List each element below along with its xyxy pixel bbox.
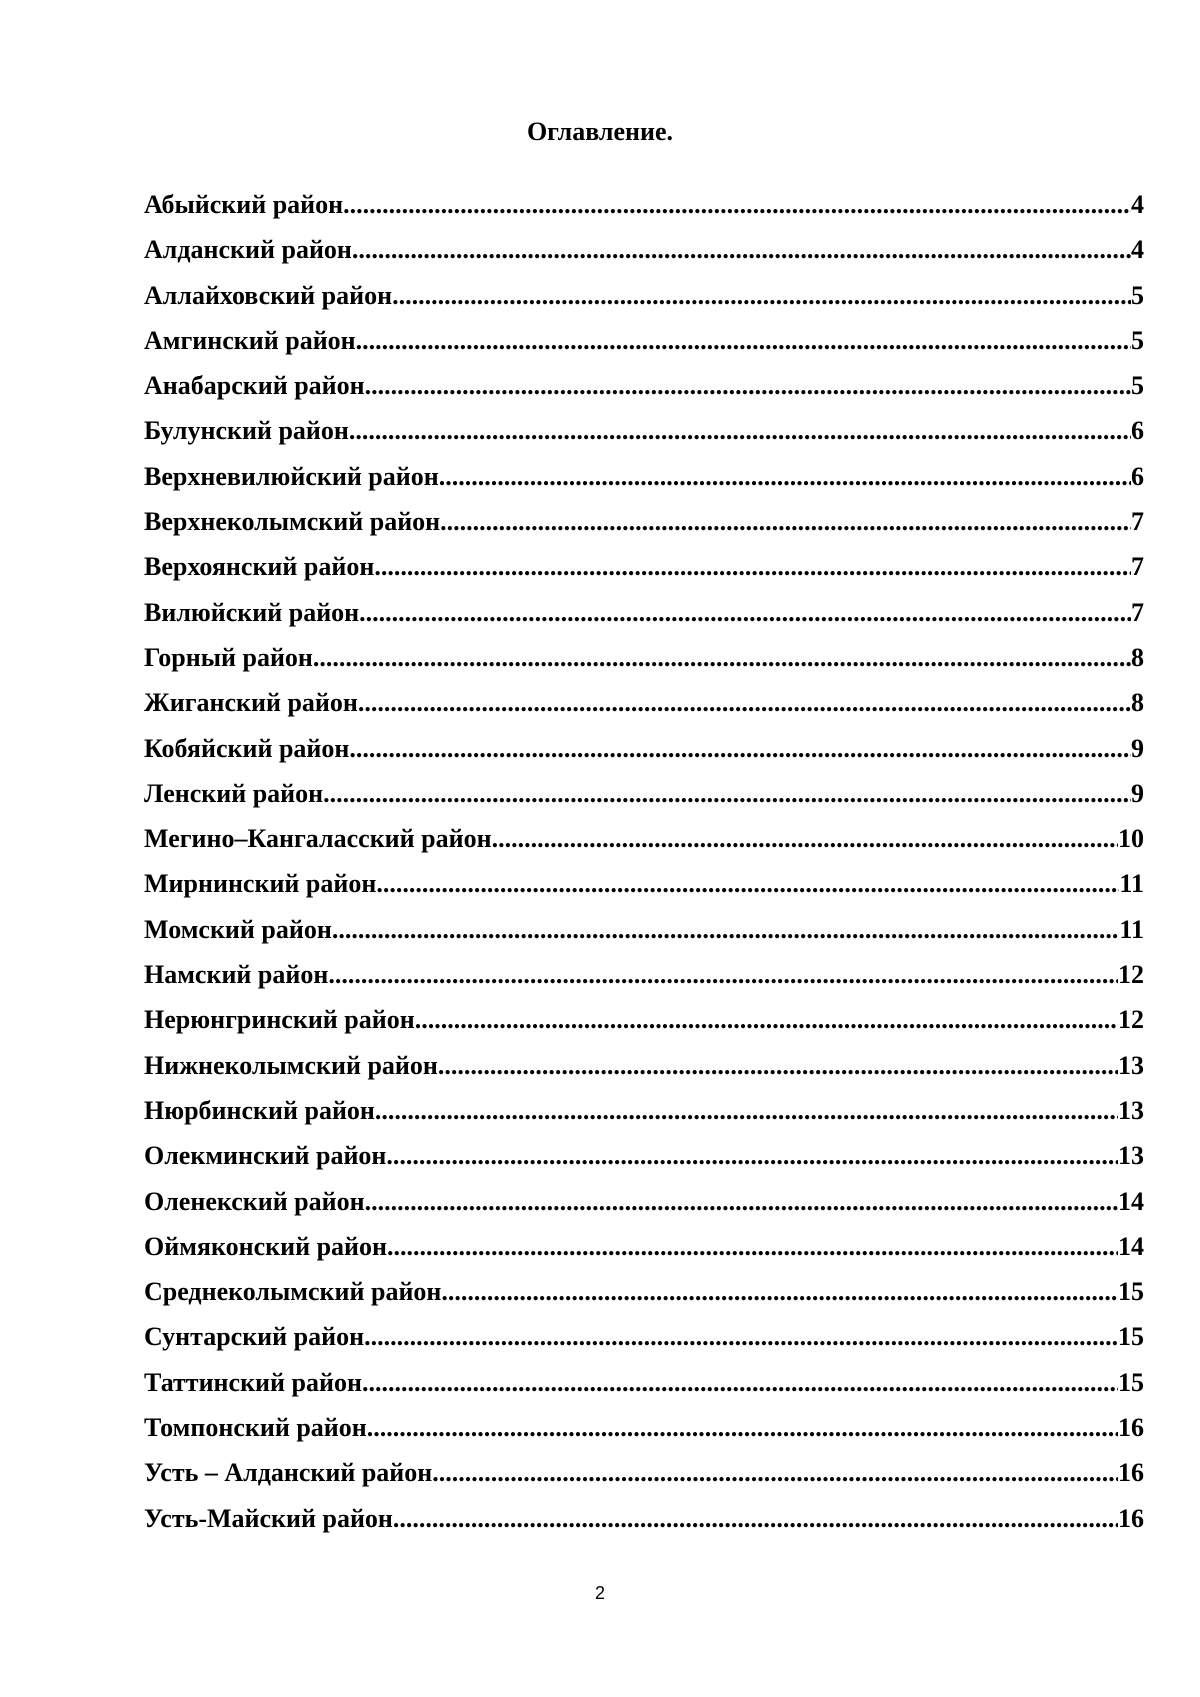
toc-entry[interactable] bbox=[144, 363, 1144, 408]
toc-entry-page: 15 bbox=[1118, 1367, 1144, 1397]
toc-leader-dots bbox=[438, 1043, 1118, 1088]
toc-leader-dots bbox=[343, 182, 1131, 227]
toc-entry[interactable] bbox=[144, 227, 1144, 272]
toc-entry[interactable] bbox=[144, 997, 1144, 1042]
toc-entry-page: 16 bbox=[1118, 1503, 1144, 1533]
toc-entry-page: 16 bbox=[1118, 1413, 1144, 1443]
toc-entry-label: Усть-Майский район bbox=[144, 1503, 393, 1533]
toc-leader-dots bbox=[432, 1450, 1118, 1495]
toc-leader-dots bbox=[375, 1088, 1118, 1133]
toc-entry-label: Булунский район bbox=[144, 416, 349, 446]
toc-entry-page: 12 bbox=[1118, 1005, 1144, 1035]
toc-entry-page: 7 bbox=[1131, 597, 1144, 627]
toc-entry-label: Мирнинский район bbox=[144, 869, 377, 899]
toc-leader-dots bbox=[358, 680, 1131, 725]
toc-entry[interactable] bbox=[144, 454, 1144, 499]
toc-entry-page: 13 bbox=[1118, 1095, 1144, 1125]
toc-entry[interactable] bbox=[144, 590, 1144, 635]
toc-entry-label: Оленекский район bbox=[144, 1186, 365, 1216]
toc-entry[interactable] bbox=[144, 1360, 1144, 1405]
table-of-contents bbox=[144, 182, 1144, 1541]
toc-entry-page: 14 bbox=[1118, 1186, 1144, 1216]
toc-entry[interactable] bbox=[144, 680, 1144, 725]
toc-entry-label: Нюрбинский район bbox=[144, 1095, 375, 1125]
toc-entry-label: Аллайховский район bbox=[144, 280, 393, 310]
toc-entry-page: 5 bbox=[1131, 325, 1144, 355]
toc-leader-dots bbox=[439, 454, 1131, 499]
toc-entry-page: 10 bbox=[1118, 824, 1144, 854]
toc-entry-label: Кобяйский район bbox=[144, 733, 350, 763]
toc-entry-page: 16 bbox=[1118, 1458, 1144, 1488]
toc-entry-label: Верхнеколымский район bbox=[144, 507, 441, 537]
toc-leader-dots bbox=[352, 227, 1131, 272]
toc-entry-label: Горный район bbox=[144, 642, 313, 672]
toc-entry[interactable] bbox=[144, 907, 1144, 952]
toc-leader-dots bbox=[328, 952, 1118, 997]
toc-entry[interactable] bbox=[144, 1224, 1144, 1269]
toc-entry-page: 4 bbox=[1131, 235, 1144, 265]
toc-leader-dots bbox=[367, 1405, 1118, 1450]
toc-entry[interactable] bbox=[144, 182, 1144, 227]
toc-entry[interactable] bbox=[144, 1133, 1144, 1178]
toc-entry-label: Нижнеколымский район bbox=[144, 1050, 438, 1080]
toc-entry-label: Момский район bbox=[144, 914, 332, 944]
toc-entry-label: Нерюнгринский район bbox=[144, 1005, 415, 1035]
toc-entry-page: 5 bbox=[1131, 280, 1144, 310]
toc-entry-label: Вилюйский район bbox=[144, 597, 360, 627]
toc-entry-page: 13 bbox=[1118, 1050, 1144, 1080]
toc-leader-dots bbox=[374, 544, 1131, 589]
toc-leader-dots bbox=[362, 1360, 1118, 1405]
toc-leader-dots bbox=[349, 726, 1131, 771]
toc-entry[interactable] bbox=[144, 1450, 1144, 1495]
toc-entry[interactable] bbox=[144, 1496, 1144, 1541]
toc-entry[interactable] bbox=[144, 1269, 1144, 1314]
toc-leader-dots bbox=[364, 1314, 1118, 1359]
toc-entry-page: 13 bbox=[1118, 1141, 1144, 1171]
toc-leader-dots bbox=[393, 1496, 1118, 1541]
toc-entry-label: Верхоянский район bbox=[144, 552, 375, 582]
toc-entry-page: 15 bbox=[1118, 1322, 1144, 1352]
toc-entry-label: Верхневилюйский район bbox=[144, 461, 439, 491]
toc-entry-label: Томпонский район bbox=[144, 1413, 367, 1443]
toc-entry-page: 12 bbox=[1118, 960, 1144, 990]
toc-leader-dots bbox=[356, 318, 1131, 363]
toc-leader-dots bbox=[365, 363, 1131, 408]
toc-entry-page: 5 bbox=[1131, 371, 1144, 401]
toc-leader-dots bbox=[376, 861, 1119, 906]
toc-entry-label: Мегино–Кангаласский район bbox=[144, 824, 492, 854]
toc-entry-label: Среднеколымский район bbox=[144, 1277, 442, 1307]
toc-leader-dots bbox=[332, 907, 1120, 952]
toc-entry-label: Жиганский район bbox=[144, 688, 358, 718]
toc-entry-page: 6 bbox=[1131, 461, 1144, 491]
toc-entry-label: Оймяконский район bbox=[144, 1231, 388, 1261]
toc-leader-dots bbox=[313, 635, 1131, 680]
toc-leader-dots bbox=[359, 590, 1131, 635]
toc-leader-dots bbox=[386, 1133, 1118, 1178]
toc-entry[interactable] bbox=[144, 1088, 1144, 1133]
toc-entry-label: Анабарский район bbox=[144, 371, 365, 401]
toc-entry-label: Намский район bbox=[144, 960, 329, 990]
toc-entry-page: 14 bbox=[1118, 1231, 1144, 1261]
toc-entry[interactable] bbox=[144, 1314, 1144, 1359]
toc-entry[interactable] bbox=[144, 771, 1144, 816]
toc-leader-dots bbox=[323, 771, 1131, 816]
toc-entry-label: Таттинский район bbox=[144, 1367, 362, 1397]
toc-entry-page: 11 bbox=[1119, 869, 1144, 899]
toc-entry[interactable] bbox=[144, 635, 1144, 680]
toc-entry-page: 8 bbox=[1131, 688, 1144, 718]
toc-entry-label: Амгинский район bbox=[144, 325, 356, 355]
toc-entry-page: 4 bbox=[1131, 190, 1144, 219]
toc-leader-dots bbox=[415, 997, 1118, 1042]
toc-leader-dots bbox=[492, 816, 1118, 861]
toc-entry[interactable] bbox=[144, 726, 1144, 771]
toc-entry-page: 7 bbox=[1131, 552, 1144, 582]
toc-leader-dots bbox=[392, 273, 1131, 318]
toc-leader-dots bbox=[349, 408, 1131, 453]
page-title: Оглавление. bbox=[526, 117, 674, 146]
toc-entry[interactable] bbox=[144, 544, 1144, 589]
toc-entry-label: Алданский район bbox=[144, 235, 352, 265]
toc-entry[interactable] bbox=[144, 952, 1144, 997]
toc-entry-page: 9 bbox=[1131, 778, 1144, 808]
toc-entry-page: 7 bbox=[1131, 507, 1144, 537]
toc-entry[interactable] bbox=[144, 499, 1144, 544]
toc-entry[interactable] bbox=[144, 1179, 1144, 1224]
toc-entry[interactable] bbox=[144, 1405, 1144, 1450]
toc-entry[interactable] bbox=[144, 273, 1144, 318]
toc-entry-label: Усть – Алданский район bbox=[144, 1458, 433, 1488]
toc-entry-page: 9 bbox=[1131, 733, 1144, 763]
toc-leader-dots bbox=[441, 1269, 1118, 1314]
toc-entry-page: 6 bbox=[1131, 416, 1144, 446]
toc-entry-label: Олекминский район bbox=[144, 1141, 387, 1171]
toc-entry-label: Абыйский район bbox=[144, 190, 344, 219]
toc-leader-dots bbox=[387, 1224, 1118, 1269]
toc-entry-label: Ленский район bbox=[144, 778, 324, 808]
toc-leader-dots bbox=[440, 499, 1131, 544]
toc-entry-page: 15 bbox=[1118, 1277, 1144, 1307]
toc-entry-page: 11 bbox=[1119, 914, 1144, 944]
toc-entry[interactable] bbox=[144, 318, 1144, 363]
toc-entry[interactable] bbox=[144, 816, 1144, 861]
toc-leader-dots bbox=[365, 1179, 1118, 1224]
toc-entry[interactable] bbox=[144, 861, 1144, 906]
toc-entry-page: 8 bbox=[1131, 642, 1144, 672]
toc-entry[interactable] bbox=[144, 408, 1144, 453]
page-number: 2 bbox=[594, 1583, 605, 1603]
toc-entry[interactable] bbox=[144, 1043, 1144, 1088]
toc-entry-label: Сунтарский район bbox=[144, 1322, 365, 1352]
